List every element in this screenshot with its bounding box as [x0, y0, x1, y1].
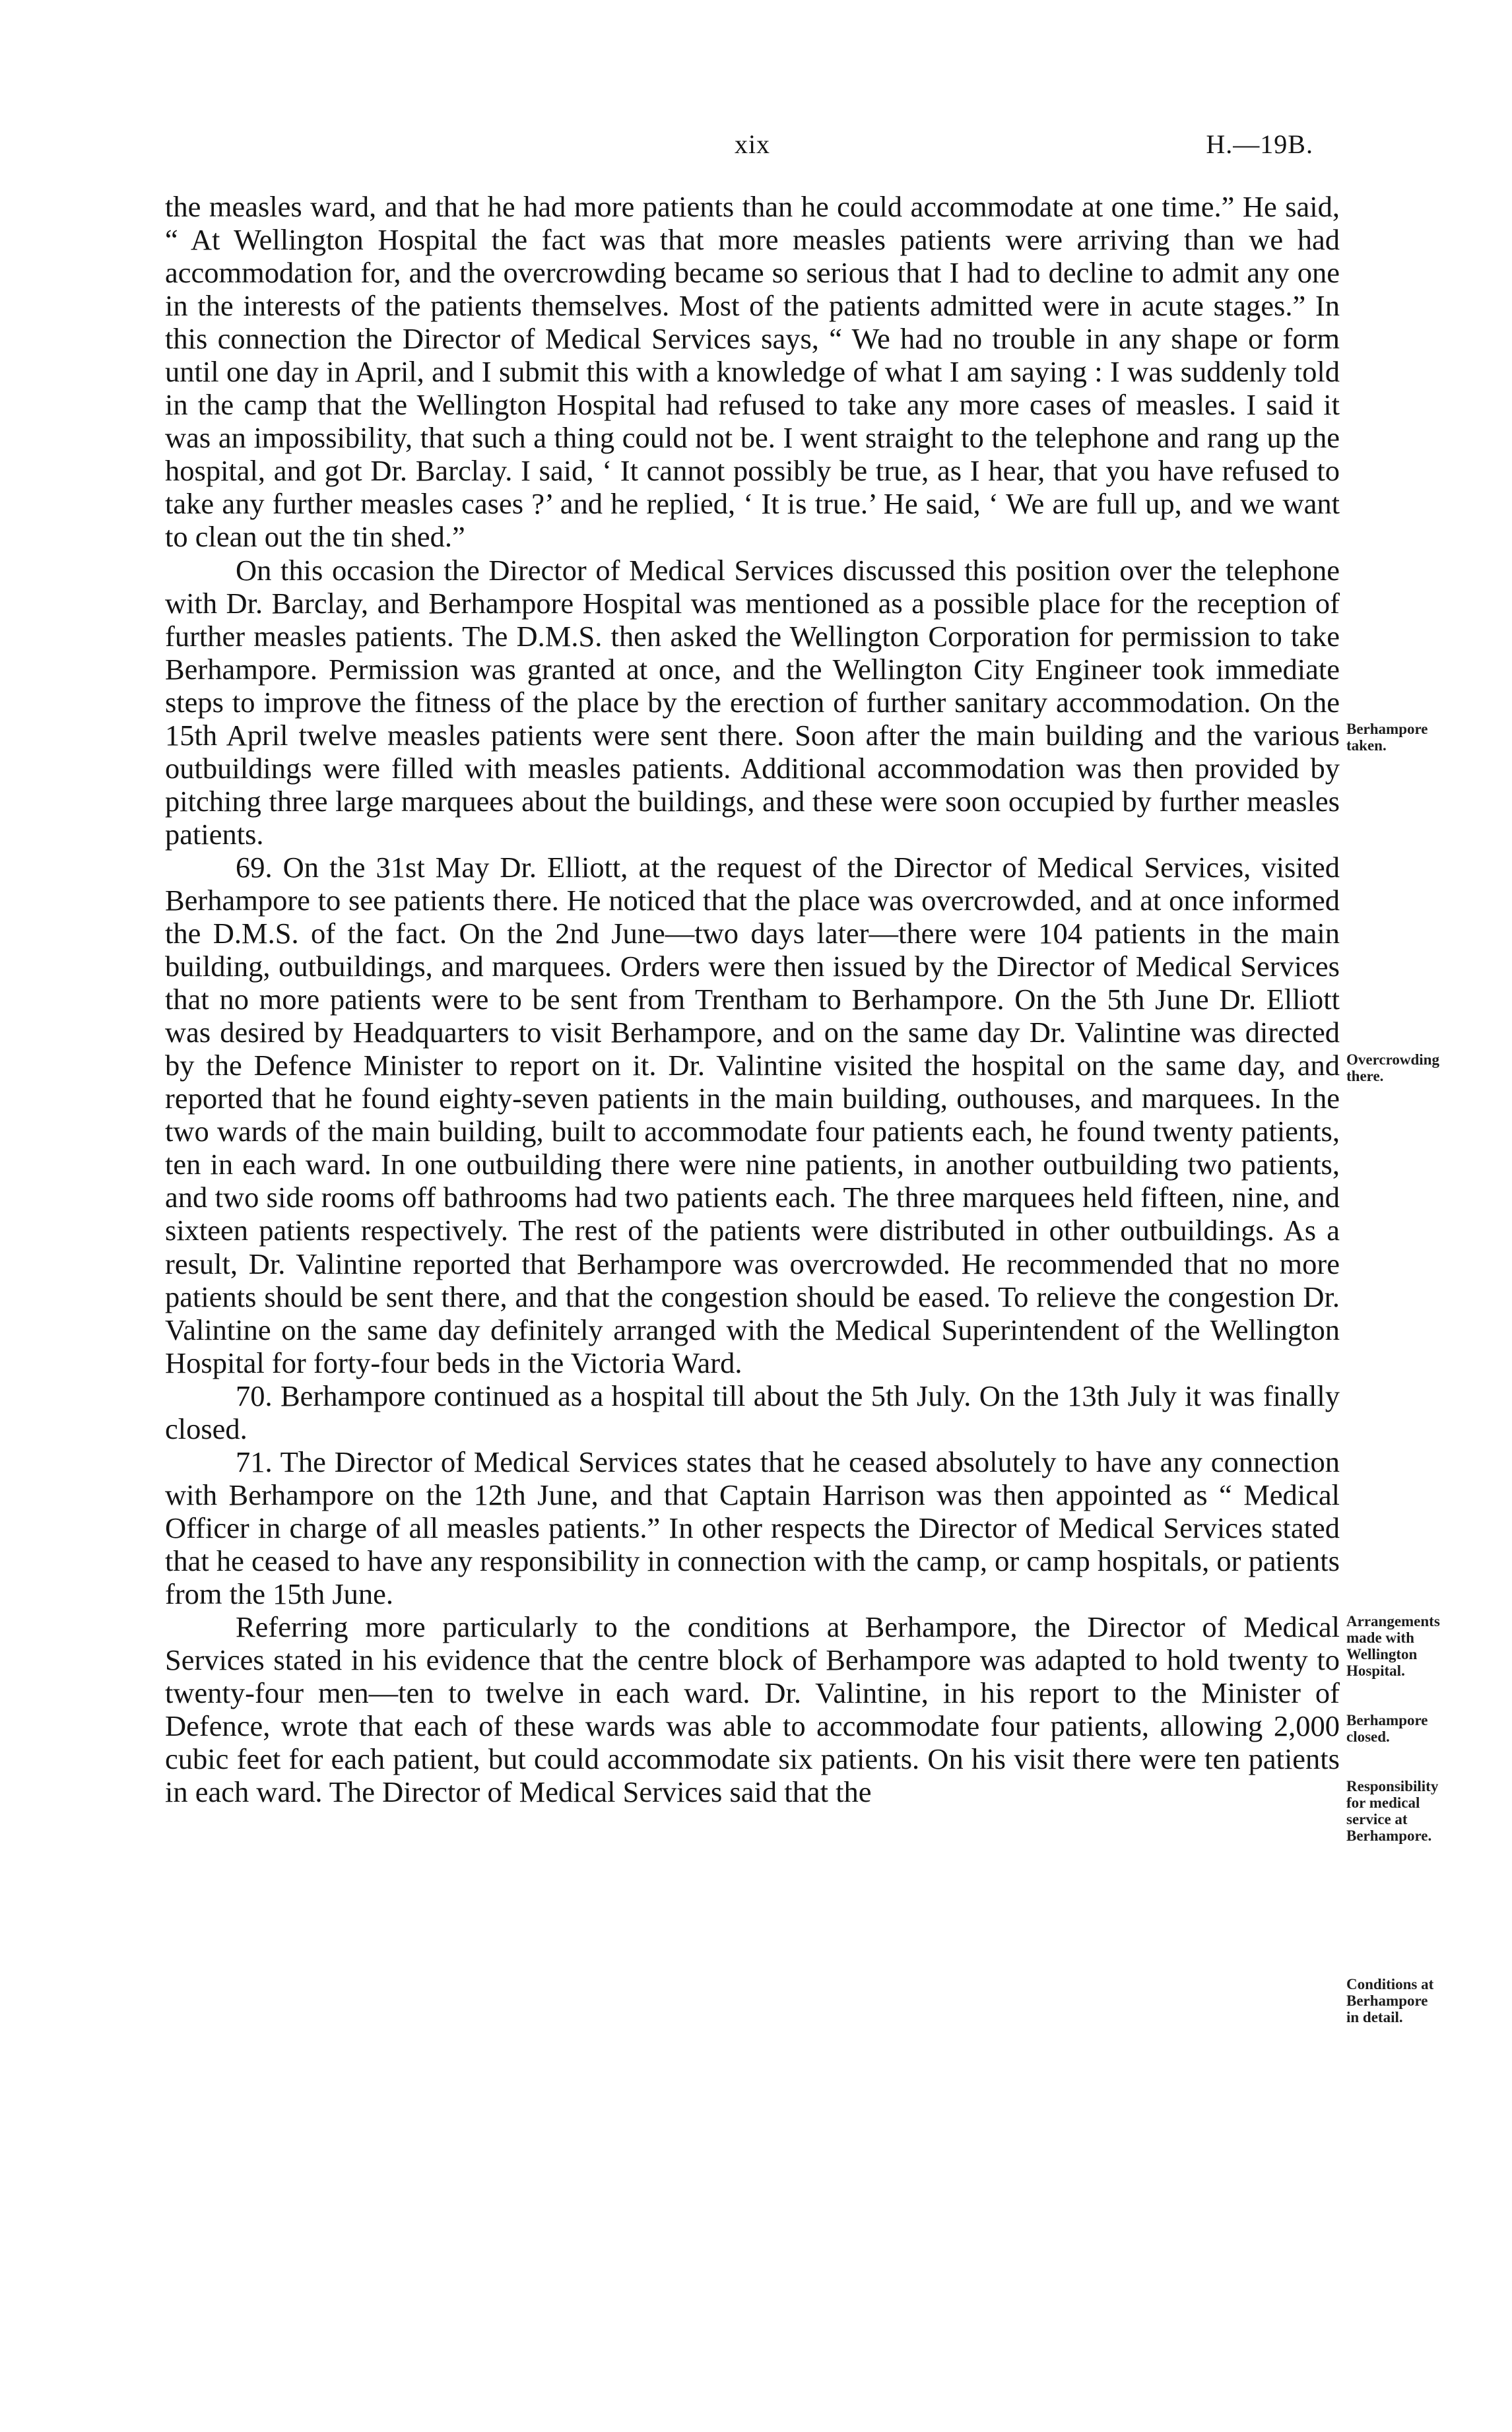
body-text: [165, 190, 1340, 1808]
margin-note-conditions: Conditions at Berhampore in detail.: [1346, 1976, 1434, 2025]
margin-note-arrangements: Arrangements made with Wellington Hospital.: [1346, 1613, 1440, 1679]
paragraph-69: 69. On the 31st May Dr. Elliott, at the request of the Director of Medical Services, visited Berhampore to see patients there. He noticed that the place was overcrowded, and at once informed the D.M.S. of the fact. On the 2nd June—two days later—there were 104 patients in the main building, outbuildings, and marquees. Orders were then issued by the Director of Medical Services that no more patients were to be sent from Trentham to Berhampore. On the 5th June Dr. Elliott was desired by Headquarters to visit Berhampore, and on the same day Dr. Valintine was directed by the Defence Minister to report on it. Dr. Valintine visited the hospital on the same day, and reported that he found eighty-seven patients in the main building, outhouses, and marquees. In the two wards of the main building, built to accommodate four patients each, he found twenty patients, ten in each ward. In one outbuilding there were nine patients, in another outbuilding two patients, and two side rooms off bathrooms had two patients each. The three marquees held fifteen, nine, and sixteen patients respectively. The rest of the patients were distributed in other outbuildings. As a result, Dr. Valintine reported that Berhampore was overcrowded. He recommended that no more patients should be sent there, and that the congestion should be eased. To relieve the congestion Dr. Valintine on the same day definitely arranged with the Medical Superintendent of the Wellington Hospital for forty-four beds in the Victoria Ward.: [165, 850, 1340, 1379]
margin-note-berhampore-taken: Berhampore taken.: [1346, 721, 1428, 754]
paragraph-71: 71. The Director of Medical Services states that he ceased absolutely to have any connection with Berhampore on the 12th June, and that Captain Harrison was then appointed as “ Medical Officer in charge of all measles patients.” In other respects the Director of Medical Services stated that he ceased to have any responsibility in connection with the camp, or camp hospitals, or patients from the 15th June.: [165, 1445, 1340, 1610]
margin-note-responsibility: Responsibility for medical service at Berhampore.: [1346, 1778, 1439, 1844]
paragraph-conditions: Referring more particularly to the conditions at Berhampore, the Director of Medical Services stated in his evidence that the centre block of Berhampore was adapted to hold twenty to twenty-four men—ten to twelve in each ward. Dr. Valintine, in his report to the Minister of Defence, wrote that each of these wards was able to accommodate four patients, allowing 2,000 cubic feet for each patient, but could accommodate six patients. On his visit there were ten patients in each ward. The Director of Medical Services said that the: [165, 1610, 1340, 1809]
paragraph-continuation: the measles ward, and that he had more patients than he could accommodate at one time.” He said, “ At Wellington Hospital the fact was that more measles patients were arriving than we had accommodation for, and the overcrowding became so serious that I had to decline to admit any one in the interests of the patients themselves. Most of the patients admitted were in acute stages.” In this connection the Director of Medical Services says, “ We had no trouble in any shape or form until one day in April, and I submit this with a knowledge of what I am saying : I was suddenly told in the camp that the Wellington Hospital had refused to take any more cases of measles. I said it was an impossibility, that such a thing could not be. I went straight to the telephone and rang up the hospital, and got Dr. Barclay. I said, ‘ It cannot possibly be true, as I hear, that you have refused to take any further measles cases ?’ and he replied, ‘ It is true.’ He said, ‘ We are full up, and we want to clean out the tin shed.”: [165, 190, 1340, 554]
document-reference: H.—19B.: [1206, 129, 1313, 159]
page-number: xix: [734, 129, 771, 159]
margin-note-berhampore-closed: Berhampore closed.: [1346, 1712, 1428, 1745]
paragraph-70: 70. Berhampore continued as a hospital till about the 5th July. On the 13th July it was finally closed.: [165, 1379, 1340, 1445]
margin-note-overcrowding: Overcrowding there.: [1346, 1051, 1439, 1084]
paragraph-berhampore-taken: On this occasion the Director of Medical Services discussed this position over the telephone with Dr. Barclay, and Berhampore Hospital was mentioned as a possible place for the reception of further measles patients. The D.M.S. then asked the Wellington Corporation for permission to take Berhampore. Permission was granted at once, and the Wellington City Engineer took immediate steps to improve the fitness of the place by the erection of further sanitary accommodation. On the 15th April twelve measles patients were sent there. Soon after the main building and the various outbuildings were filled with measles patients. Additional accommodation was then provided by pitching three large marquees about the buildings, and these were soon occupied by further measles patients.: [165, 553, 1340, 851]
